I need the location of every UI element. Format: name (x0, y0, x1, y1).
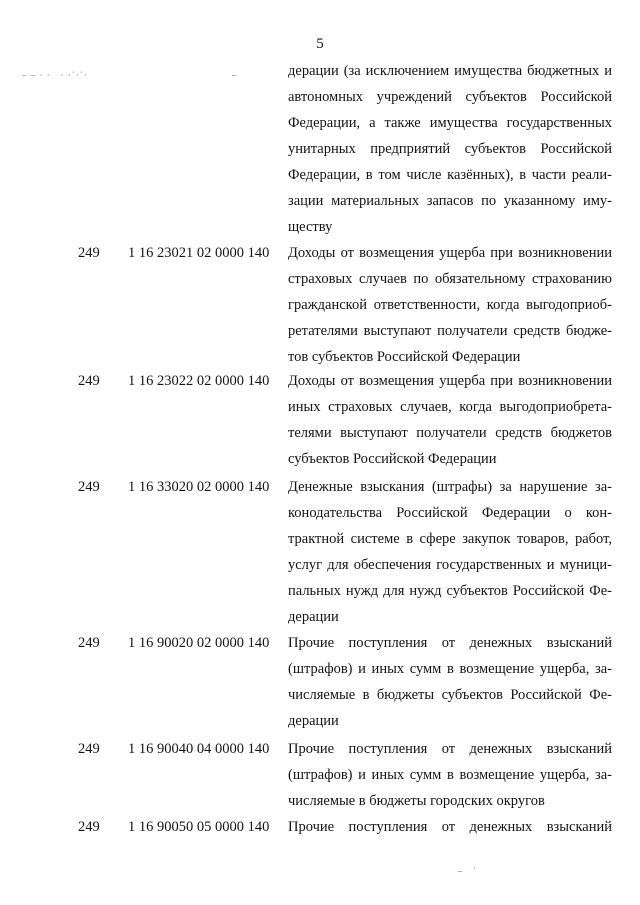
admin-code: 249 (78, 741, 100, 757)
desc-line: трактной системе в сфере закупок товаров, работ, (288, 531, 612, 547)
desc-line: Прочие поступления от денежных взысканий (288, 635, 612, 651)
kbk-code: 1 16 33020 02 0000 140 (128, 479, 270, 495)
admin-code: 249 (78, 819, 100, 835)
desc-line: тов субъектов Российской Федерации (288, 349, 521, 365)
desc-line: Прочие поступления от денежных взысканий (288, 741, 612, 757)
desc-line: дерации (288, 609, 339, 625)
desc-line: страховых случаев по обязательному страхованию (288, 271, 612, 287)
admin-code: 249 (78, 373, 100, 389)
desc-line: пальных нужд для нужд субъектов Российской Фе- (288, 583, 612, 599)
row-description (288, 368, 612, 472)
kbk-code: 1 16 90020 02 0000 140 (128, 635, 270, 651)
row-description (288, 736, 612, 814)
desc-line: Денежные взыскания (штрафы) за нарушение за- (288, 479, 612, 495)
kbk-code: 1 16 23021 02 0000 140 (128, 245, 270, 261)
desc-line: субъектов Российской Федерации (288, 451, 497, 467)
row-description (288, 474, 612, 630)
kbk-code: 1 16 23022 02 0000 140 (128, 373, 270, 389)
desc-line: дерации (288, 713, 339, 729)
scan-artifact: – (232, 70, 238, 80)
desc-line: Прочие поступления от денежных взысканий (288, 819, 612, 835)
desc-line: (штрафов) и иных сумм в возмещение ущерба, за- (288, 767, 612, 783)
desc-line: телями выступают получатели средств бюджетов (288, 425, 612, 441)
desc-line: дерации (за исключением имущества бюджетных и (288, 63, 612, 79)
row-description (288, 814, 612, 840)
desc-line: Федерации, а также имущества государственных (288, 115, 612, 131)
desc-line: Доходы от возмещения ущерба при возникновении (288, 245, 612, 261)
kbk-code: 1 16 90040 04 0000 140 (128, 741, 270, 757)
desc-line: (штрафов) и иных сумм в возмещение ущерба, за- (288, 661, 612, 677)
desc-line: услуг для обеспечения государственных и муници- (288, 557, 612, 573)
row-description (288, 630, 612, 734)
desc-line: ретателями выступают получатели средств бюдже- (288, 323, 612, 339)
admin-code: 249 (78, 245, 100, 261)
desc-line: иных страховых случаев, когда выгодоприобрета- (288, 399, 612, 415)
desc-line: зации материальных запасов по указанному иму- (288, 193, 612, 209)
admin-code: 249 (78, 635, 100, 651)
continuation-text (288, 58, 612, 240)
page-number: 5 (316, 36, 324, 52)
desc-line: Федерации, в том числе казённых), в части реали- (288, 167, 612, 183)
desc-line: числяемые в бюджеты субъектов Российской Фе- (288, 687, 612, 703)
kbk-code: 1 16 90050 05 0000 140 (128, 819, 270, 835)
desc-line: числяемые в бюджеты городских округов (288, 793, 545, 809)
desc-line: ществу (288, 219, 333, 235)
scan-artifact: ‒ ˙ (458, 866, 478, 876)
desc-line: Доходы от возмещения ущерба при возникновении (288, 373, 612, 389)
admin-code: 249 (78, 479, 100, 495)
desc-line: гражданской ответственности, когда выгодоприоб- (288, 297, 612, 313)
desc-line: автономных учреждений субъектов Российской (288, 89, 612, 105)
desc-line: унитарных предприятий субъектов Российской (288, 141, 612, 157)
row-description (288, 240, 612, 370)
scan-artifact: ‒ ‒ · · · ·˙·˙· (22, 70, 88, 80)
desc-line: конодательства Российской Федерации о кон- (288, 505, 612, 521)
